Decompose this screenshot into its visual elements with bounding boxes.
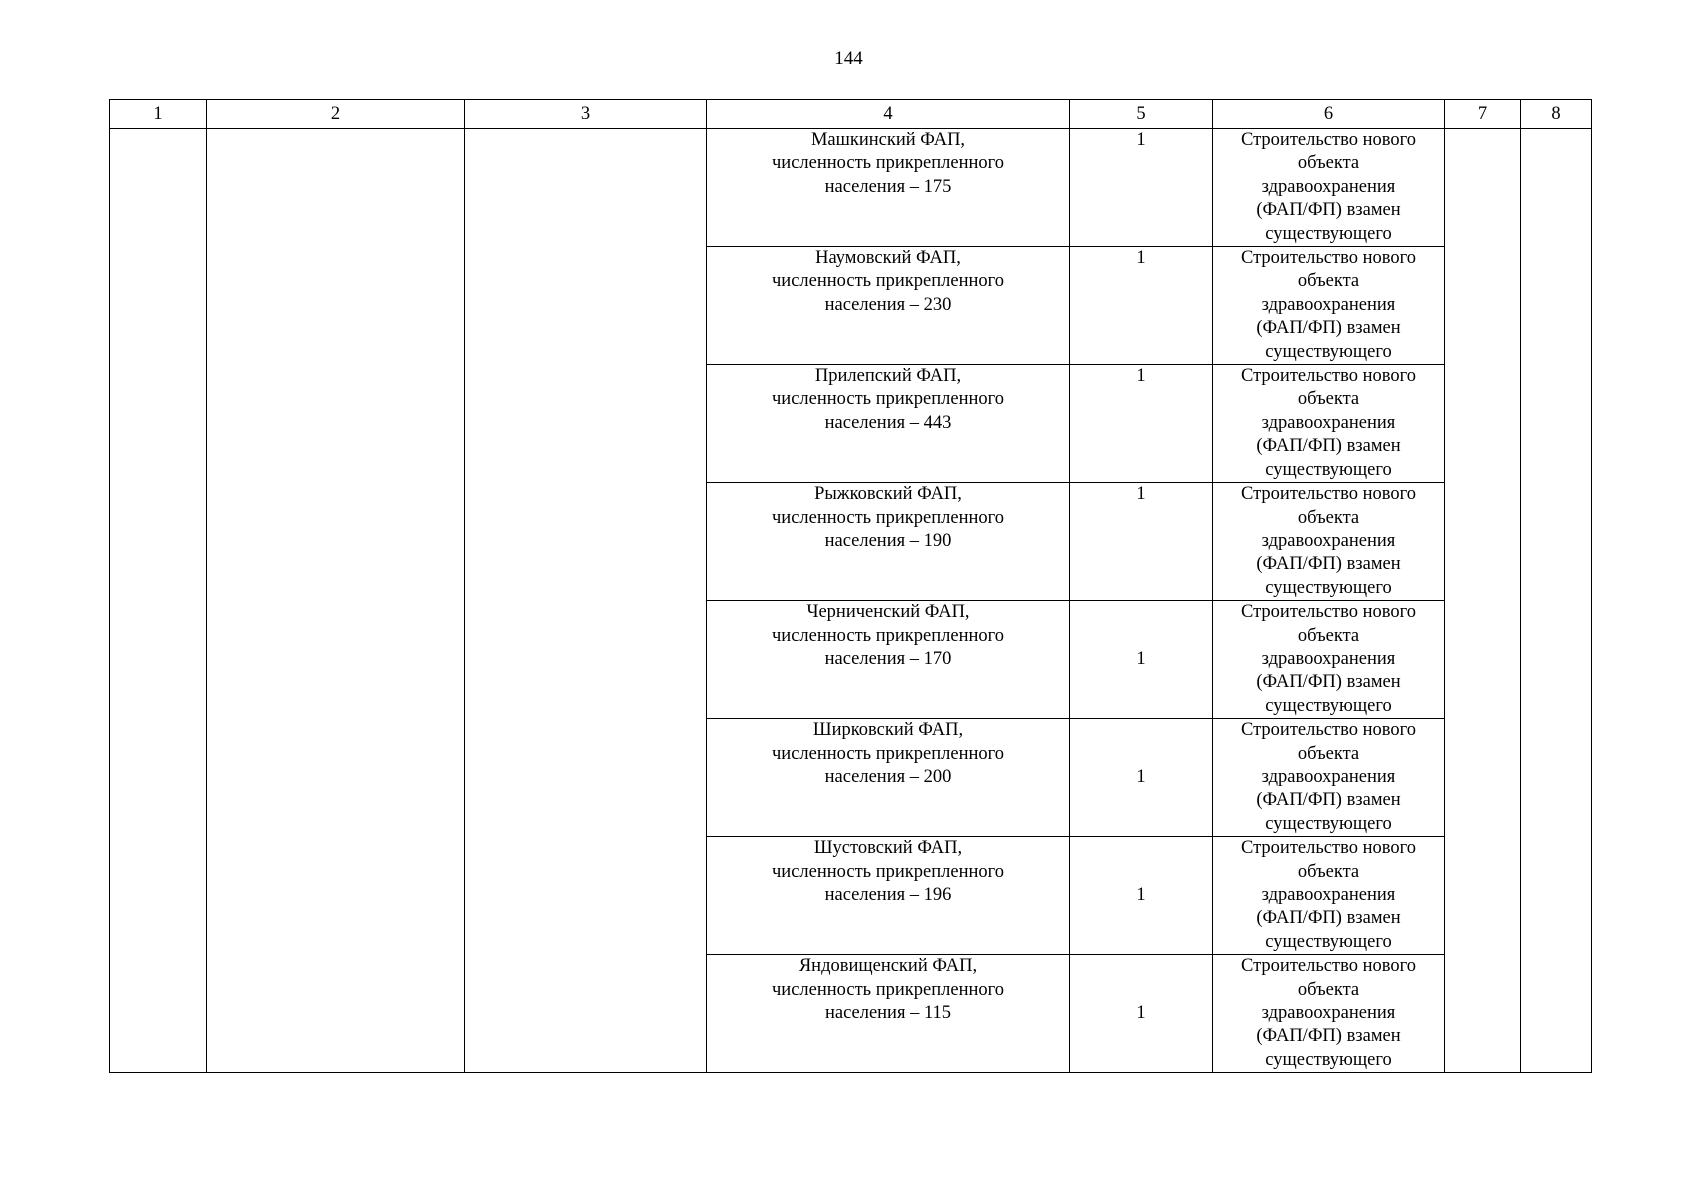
construction-type-line: существующего bbox=[1265, 223, 1392, 244]
construction-type-line: объекта bbox=[1297, 271, 1360, 292]
facility-population-label: численность прикрепленного bbox=[772, 861, 1004, 882]
count-cell: 1 bbox=[1070, 837, 1213, 955]
construction-type-line: существующего bbox=[1265, 459, 1392, 480]
facilities-table bbox=[109, 99, 1592, 1073]
facility-population-label: численность прикрепленного bbox=[772, 389, 1004, 410]
construction-type-line: Строительство нового bbox=[1241, 248, 1416, 269]
construction-type-cell bbox=[1213, 129, 1445, 247]
facility-population-label: численность прикрепленного bbox=[772, 979, 1004, 1000]
construction-type-line: здравоохранения bbox=[1261, 885, 1396, 905]
construction-type-line: (ФАП/ФП) взамен bbox=[1256, 436, 1401, 457]
construction-type-line: объекта bbox=[1297, 625, 1360, 646]
construction-type-line: здравоохранения bbox=[1261, 530, 1396, 551]
construction-type-line: объекта bbox=[1297, 153, 1360, 174]
facility-cell bbox=[707, 129, 1070, 247]
column-1-cell bbox=[110, 129, 207, 1073]
construction-type-line: (ФАП/ФП) взамен bbox=[1256, 200, 1401, 221]
construction-type-cell bbox=[1213, 601, 1445, 719]
facility-population-value: населения – 115 bbox=[824, 1003, 952, 1024]
facility-cell bbox=[707, 247, 1070, 365]
count-cell: 1 bbox=[1070, 719, 1213, 837]
count-cell: 1 bbox=[1070, 483, 1213, 601]
construction-type-line: существующего bbox=[1265, 813, 1392, 834]
facility-name: Наумовский ФАП, bbox=[815, 248, 961, 269]
page-number: 144 bbox=[834, 48, 863, 69]
column-number-7: 7 bbox=[1445, 100, 1521, 129]
column-number-row bbox=[110, 100, 1592, 129]
construction-type-line: Строительство нового bbox=[1241, 484, 1416, 505]
column-number-3: 3 bbox=[465, 100, 707, 129]
construction-type-line: объекта bbox=[1297, 743, 1360, 764]
facility-population-label: численность прикрепленного bbox=[772, 625, 1004, 646]
count-cell: 1 bbox=[1070, 601, 1213, 719]
count-cell: 1 bbox=[1070, 129, 1213, 247]
construction-type-line: объекта bbox=[1297, 861, 1360, 882]
column-2-cell bbox=[207, 129, 465, 1073]
construction-type-line: здравоохранения bbox=[1261, 1003, 1396, 1024]
construction-type-line: Строительство нового bbox=[1241, 956, 1416, 977]
facility-population-value: населения – 200 bbox=[824, 766, 952, 787]
construction-type-cell bbox=[1213, 247, 1445, 365]
facility-name: Яндовищенский ФАП, bbox=[798, 956, 978, 977]
column-number-5: 5 bbox=[1070, 100, 1213, 129]
construction-type-cell bbox=[1213, 955, 1445, 1073]
construction-type-line: существующего bbox=[1265, 577, 1392, 598]
column-number-4: 4 bbox=[707, 100, 1070, 129]
facility-cell bbox=[707, 837, 1070, 955]
facility-name: Черниченский ФАП, bbox=[806, 602, 970, 623]
construction-type-line: Строительство нового bbox=[1241, 838, 1416, 859]
construction-type-cell bbox=[1213, 365, 1445, 483]
construction-type-cell bbox=[1213, 719, 1445, 837]
construction-type-line: объекта bbox=[1297, 507, 1360, 528]
construction-type-line: (ФАП/ФП) взамен bbox=[1256, 554, 1401, 575]
facility-cell bbox=[707, 955, 1070, 1073]
facility-name: Ширковский ФАП, bbox=[812, 720, 964, 741]
facility-name: Прилепский ФАП, bbox=[814, 366, 962, 387]
construction-type-line: здравоохранения bbox=[1261, 766, 1396, 787]
column-7-cell bbox=[1445, 129, 1521, 1073]
construction-type-line: существующего bbox=[1265, 931, 1392, 952]
facility-name: Машкинский ФАП, bbox=[810, 130, 966, 150]
construction-type-line: существующего bbox=[1265, 1049, 1392, 1070]
facility-population-label: численность прикрепленного bbox=[772, 743, 1004, 764]
facility-population-value: населения – 230 bbox=[824, 294, 952, 315]
facility-population-value: населения – 196 bbox=[824, 885, 952, 905]
construction-type-line: (ФАП/ФП) взамен bbox=[1256, 908, 1401, 929]
construction-type-line: существующего bbox=[1265, 695, 1392, 716]
facility-population-value: населения – 175 bbox=[824, 176, 952, 197]
column-number-2: 2 bbox=[207, 100, 465, 129]
construction-type-cell bbox=[1213, 837, 1445, 955]
construction-type-line: Строительство нового bbox=[1241, 602, 1416, 623]
table-body bbox=[110, 129, 1592, 1073]
column-number-1: 1 bbox=[110, 100, 207, 129]
facility-cell bbox=[707, 719, 1070, 837]
construction-type-line: (ФАП/ФП) взамен bbox=[1256, 1026, 1401, 1047]
facility-population-value: населения – 190 bbox=[824, 530, 952, 551]
facility-cell bbox=[707, 365, 1070, 483]
construction-type-line: (ФАП/ФП) взамен bbox=[1256, 672, 1401, 693]
facility-cell bbox=[707, 601, 1070, 719]
construction-type-line: здравоохранения bbox=[1261, 176, 1396, 197]
construction-type-line: Строительство нового bbox=[1241, 130, 1416, 150]
count-cell: 1 bbox=[1070, 955, 1213, 1073]
facility-name: Шустовский ФАП, bbox=[813, 838, 963, 859]
construction-type-line: (ФАП/ФП) взамен bbox=[1256, 318, 1401, 339]
facility-name: Рыжковский ФАП, bbox=[814, 484, 962, 505]
count-cell: 1 bbox=[1070, 365, 1213, 483]
table-row bbox=[110, 129, 1592, 247]
construction-type-line: существующего bbox=[1265, 341, 1392, 362]
construction-type-line: здравоохранения bbox=[1261, 412, 1396, 433]
facility-cell bbox=[707, 483, 1070, 601]
construction-type-line: объекта bbox=[1297, 389, 1360, 410]
construction-type-line: Строительство нового bbox=[1241, 366, 1416, 387]
construction-type-cell bbox=[1213, 483, 1445, 601]
construction-type-line: здравоохранения bbox=[1261, 294, 1396, 315]
construction-type-line: Строительство нового bbox=[1241, 720, 1416, 741]
column-number-6: 6 bbox=[1213, 100, 1445, 129]
facility-population-label: численность прикрепленного bbox=[772, 153, 1004, 174]
facility-population-label: численность прикрепленного bbox=[772, 507, 1004, 528]
facility-population-label: численность прикрепленного bbox=[772, 271, 1004, 292]
count-cell: 1 bbox=[1070, 247, 1213, 365]
facility-population-value: населения – 443 bbox=[824, 412, 952, 433]
construction-type-line: (ФАП/ФП) взамен bbox=[1256, 790, 1401, 811]
column-3-cell bbox=[465, 129, 707, 1073]
facility-population-value: населения – 170 bbox=[824, 648, 952, 669]
column-8-cell bbox=[1521, 129, 1592, 1073]
column-number-8: 8 bbox=[1521, 100, 1592, 129]
construction-type-line: объекта bbox=[1297, 979, 1360, 1000]
construction-type-line: здравоохранения bbox=[1261, 648, 1396, 669]
